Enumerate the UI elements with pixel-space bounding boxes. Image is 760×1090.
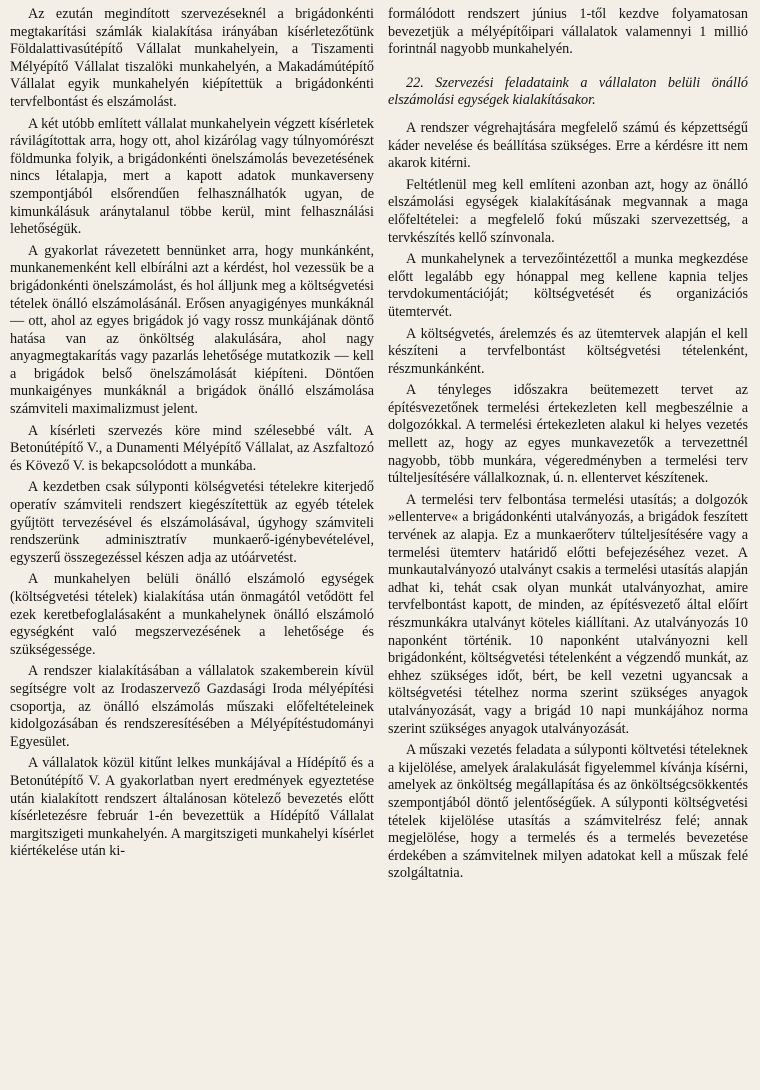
right-column (388, 6, 748, 1090)
section-heading: 22. Szervezési feladataink a vállalaton belüli önálló elszámolási egységek kialakításakor. (388, 74, 748, 109)
paragraph: A tényleges időszakra beütemezett tervet az építésvezetőnek termelési értekezleten kell megbeszélnie a dolgozókkal. A termelési értekezleten alakul ki helyes vezetés mellett az, hogy az egyes munkavezetők a tervezettnél nagyobb, több munkára, végeredményben a termelési terv túlteljesítésére vállalkoznak, ú. n. ellentervet készítenek. (388, 382, 748, 487)
left-column (10, 6, 374, 1090)
paragraph: A kísérleti szervezés köre mind szélesebbé vált. A Betonútépítő V., a Dunamenti Mélyépítő Vállalat, az Aszfaltozó és Kövező V. is bekapcsolódott a munkába. (10, 422, 374, 474)
paragraph: A vállalatok közül kitűnt lelkes munkájával a Hídépítő és a Betonútépítő V. A gyakorlatban nyert eredmények egyeztetése után kialakított rendszert általánosan kötelező bevezetés előtt kísérletezésre február 1-én bevezettük a Hídépítő Vállalat margitszigeti munkahelyén. A margitszigeti munkahelyi kísérlet kiértékelése után ki- (10, 755, 374, 860)
paragraph: A műszaki vezetés feladata a súlyponti költvetési tételeknek a kijelölése, amelyek áralakulását figyelemmel kívánja kísérni, amelyek az önköltség megállapítása és az önköltségcsökkentés szempontjából döntő jelentőségűek. A súlyponti költségvetési tételek kijelölése utasítás a számvitelrész felé; annak megjelölése, hogy a termelés és a termelés bevezetése érdekében a számvitelnek milyen adatokat kell a műszak felé szolgáltatnia. (388, 742, 748, 882)
paragraph: A rendszer végrehajtására megfelelő számú és képzettségű káder nevelése és beállítása szükséges. Erre a kérdésre itt nem akarok kitérni. (388, 119, 748, 172)
paragraph: A két utóbb említett vállalat munkahelyein végzett kísérletek rávilágítottak arra, hogy ott, ahol kizárólag vagy túlnyomórészt földmunka folyik, a brigádonkénti önelszámolás bevezetésének nincs létalapja, mert a kapott adatok munkaverseny szempontjából elsőrendűen felhasználhatók ugyan, de kimunkálásuk aránytalanul többe kerül, mint felhasználási lehetőségük. (10, 115, 374, 238)
paragraph: A kezdetben csak súlyponti kölségvetési tételekre kiterjedő operatív számviteli rendszert kiegészítettük az egyéb tételek gyűjtött tervezésével és elszámolásával, úgyhogy számviteli rendszerünk adminisztratív munkaerő-igénybevételével, egyszerű összegezéssel készen adja az utóárvetést. (10, 479, 374, 566)
paragraph: A termelési terv felbontása termelési utasítás; a dolgozók »ellenterve« a brigádonkénti utalványozás, a brigádok feszített tervének az alapja. Ez a munkaerőterv túlteljesítésére vagy a termelési ütemterv határidő előtti befejezéséhez vezet. A munkautalványozó utalványt csakis a termelési utasítás alapján adhat ki, tehát csak olyan munkát utalványozhat, amire tervfelbontást kapott, de minden, az építésvezető által előírt részmunkákra utalványt köteles kiállítani. Az utalványozás 10 naponként történik. 10 naponként utalványozni kell brigádonként, költségvetési tételenként a végzendő munkát, az ehhez szükséges időt, bért, be kell vezetni ugyancsak a költségvetési tételhez norma szerint szükséges anyagok utalványozását, vagy a brigád 10 napi munkájához norma szerint szükséges anyagok utalványozását. (388, 491, 748, 737)
paragraph: A rendszer kialakításában a vállalatok szakemberein kívül segítségre volt az Irodaszervező Gazdasági Iroda mélyépítési csoportja, az önálló elszámolás műszaki előfeltételeinek kidolgozásában és rendszeresítésében a Mélyépítéstudományi Egyesület. (10, 663, 374, 750)
paragraph: A munkahelyen belüli önálló elszámoló egységek (költségvetési tételek) kialakítása után önmagától vetődött fel ezek keretbefoglalásaként a munkahelynek önálló elszámoló egységként való megszervezésének a lehetősége és szükségessége. (10, 571, 374, 658)
paragraph: A költségvetés, árelemzés és az ütemtervek alapján el kell készíteni a tervfelbontást költségvetési tételenként, részmunkánként. (388, 325, 748, 377)
paragraph: A munkahelynek a tervezőintézettől a munka megkezdése előtt legalább egy hónappal meg kellene kapnia teljes tervdokumentációját; költségvetését és organizációs ütemtervét. (388, 251, 748, 320)
paragraph: A gyakorlat rávezetett bennünket arra, hogy munkánként, munkanemenként kell elbírálni azt a kérdést, hol vezessük be a brigádonkénti önelszámolást, és hol álljunk meg a költségvetési tételek önálló elszámolásánál. Erősen anyagigényes munkáknál — ott, ahol az egyes brigádok jó vagy rossz munkájának döntő hatása van az önköltség alakulására, ahol nagy anyagmegtakarítás vagy pazarlás lehetősége mutatkozik — kell a brigádok belső önelszámolását kiépíteni. Döntően munkaigényes munkáknál a brigádok önálló elszámolása számviteli maximalizmust jelent. (10, 242, 374, 418)
paragraph: Feltétlenül meg kell említeni azonban azt, hogy az önálló elszámolási egységek kialakításának megvannak a maga előfeltételei: a megfelelő fokú műszaki szervezettség, a tervkészítés kellő színvonala. (388, 176, 748, 246)
paragraph: Az ezután megindított szervezéseknél a brigádonkénti megtakarítási számlák kialakítása irányában kísérletezőtünk Földalattivasútépítő Vállalat munkahelyein, a Tiszamenti Mélyépítő Vállalat tiszalöki munkahelyén, a Makadámútépítő Vállalat egyik munkahelyén kiépítettük a brigádonkénti tervfelbontást és elszámolást. (10, 6, 374, 110)
continued-paragraph: formálódott rendszert június 1-től kezdve folyamatosan bevezetjük a mélyépítőipari vállalatok valamennyi 1 millió forintnál nagyobb munkahelyén. (388, 6, 748, 58)
